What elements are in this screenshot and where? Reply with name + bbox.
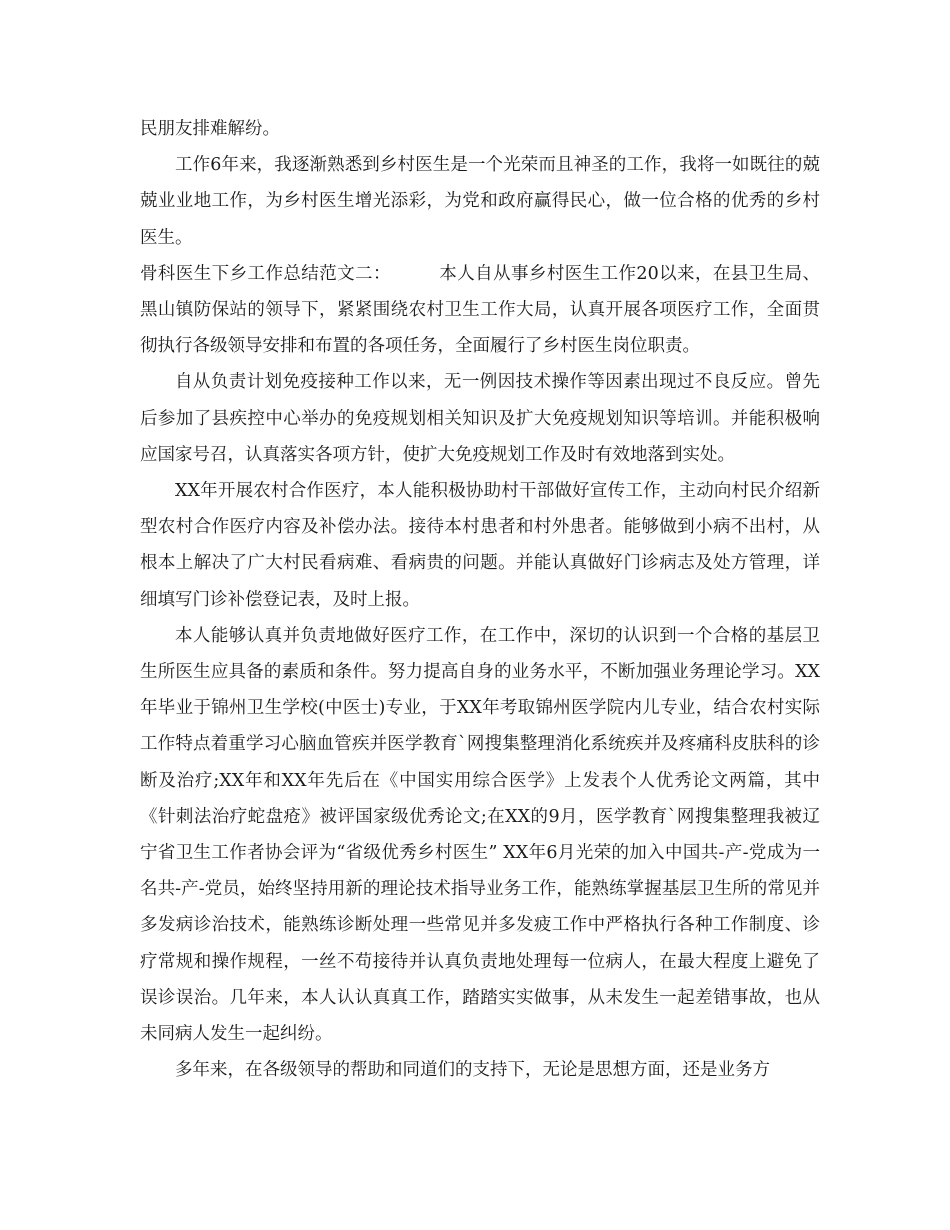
section-heading: 骨科医生下乡工作总结范文二： xyxy=(140,263,391,284)
paragraph-medical-work: 本人能够认真并负责地做好医疗工作，在工作中，深切的认识到一个合格的基层卫生所医生应具备的素质和条件。努力提高自身的业务水平，不断加强业务理论学习。XX年毕业于锦州卫生学校(中医士)专业，于XX年考取锦州医学院内儿专业，结合农村实际工作特点着重学习心脑血管疾并医学教育`网搜集整理消化系统疾并及疼痛科皮肤科的诊断及治疗;XX年和XX年先后在《中国实用综合医学》上发表个人优秀论文两篇，其中《针刺法治疗蛇盘疮》被评国家级优秀论文;在XX的9月，医学教育`网搜集整理我被辽宁省卫生工作者协会评为“省级优秀乡村医生” XX年6月光荣的加入中国共-产-党成为一名共-产-党员，始终坚持用新的理论技术指导业务工作，能熟练掌握基层卫生所的常见并多发病诊治技术，能熟练诊断处理一些常见并多发疲工作中严格执行各种工作制度、诊疗常规和操作规程，一丝不苟接待并认真负责地处理每一位病人，在最大程度上避免了误诊误治。几年来，本人认认真真工作，踏踏实实做事，从未发生一起差错事故，也从未同病人发生一起纠纷。 xyxy=(140,625,820,1045)
section-body: 本人自从事乡村医生工作20以来，在县卫生局、黑山镇防保站的领导下，紧紧围绕农村卫生工作大局，认真开展各项医疗工作，全面贯彻执行各级领导安排和布置的各项任务，全面履行了乡村医生岗位职责。 xyxy=(140,263,820,357)
document-body xyxy=(140,111,820,1088)
paragraph-years-support: 多年来，在各级领导的帮助和同道们的支持下，无论是思想方面，还是业务方 xyxy=(175,1060,770,1081)
paragraph-immunization: 自从负责计划免疫接种工作以来，无一例因技术操作等因素出现过不良反应。曾先后参加了县疾控中心举办的免疫规划相关知识及扩大免疫规划知识等培训。并能积极响应国家号召，认真落实各项方针，使扩大免疫规划工作及时有效地落到实处。 xyxy=(140,372,820,465)
paragraph-section-two xyxy=(140,256,820,365)
paragraph-cooperative-medical: XX年开展农村合作医疗，本人能积极协助村干部做好宣传工作，主动向村民介绍新型农村合作医疗内容及补偿办法。接待本村患者和村外患者。能够做到小病不出村，从根本上解决了广大村民看病难、看病贵的问题。并能认真做好门诊病志及处方管理，详细填写门诊补偿登记表，及时上报。 xyxy=(140,481,820,610)
paragraph-continuation: 民朋友排难解纷。 xyxy=(140,119,280,139)
paragraph-work-six-years: 工作6年来，我逐渐熟悉到乡村医生是一个光荣而且神圣的工作，我将一如既往的兢兢业业地工作，为乡村医生增光添彩，为党和政府赢得民心，做一位合格的优秀的乡村医生。 xyxy=(140,155,820,248)
